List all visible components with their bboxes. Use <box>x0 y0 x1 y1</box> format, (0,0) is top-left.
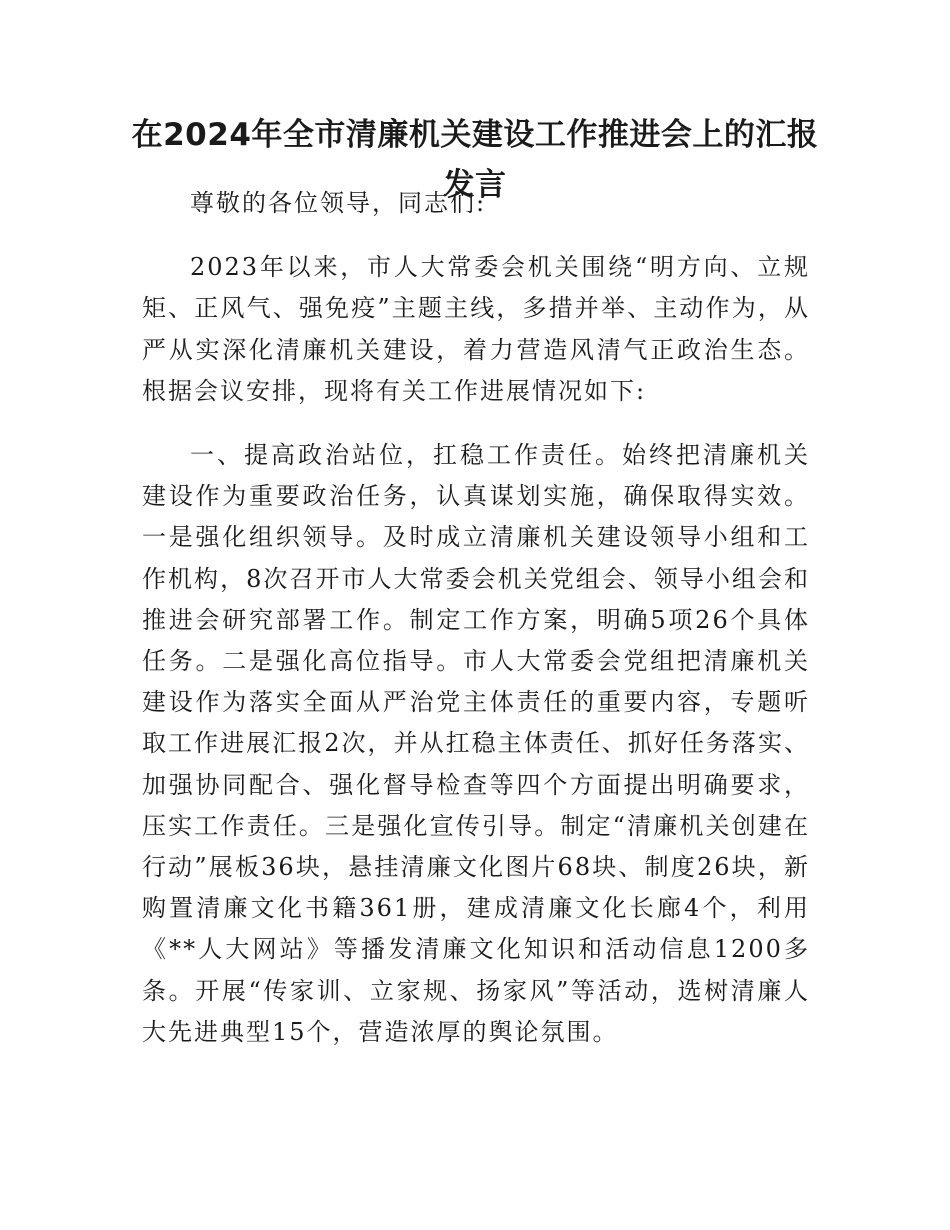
document-title: 在2024年全市清廉机关建设工作推进会上的汇报发言 <box>131 117 819 203</box>
paragraph-section-one: 一、提高政治站位，扛稳工作责任。始终把清廉机关建设作为重要政治任务，认真谋划实施，确保取得实效。一是强化组织领导。及时成立清廉机关建设领导小组和工作机构，8次召开市人大常委会机关党组会、领导小组会和推进会研究部署工作。制定工作方案，明确5项26个具体任务。二是强化高位指导。市人大常委会党组把清廉机关建设作为落实全面从严治党主体责任的重要内容，专题听取工作进展汇报2次，并从扛稳主体责任、抓好任务落实、加强协同配合、强化督导检查等四个方面提出明确要求，压实工作责任。三是强化宣传引导。制定“清廉机关创建在行动”展板36块，悬挂清廉文化图片68块、制度26块，新购置清廉文化书籍361册，建成清廉文化长廊4个，利用《**人大网站》等播发清廉文化知识和活动信息1200多条。开展“传家训、立家规、扬家风”等活动，选树清廉人大先进典型15个，营造浓厚的舆论氛围。 <box>142 441 810 1046</box>
paragraph-intro: 2023年以来，市人大常委会机关围绕“明方向、立规矩、正风气、强免疫”主题主线，多措并举、主动作为，从严从实深化清廉机关建设，着力营造风清气正政治生态。根据会议安排，现将有关工作进展情况如下: <box>142 253 810 405</box>
document-body <box>142 183 810 1053</box>
salutation: 尊敬的各位领导，同志们: <box>190 189 487 217</box>
